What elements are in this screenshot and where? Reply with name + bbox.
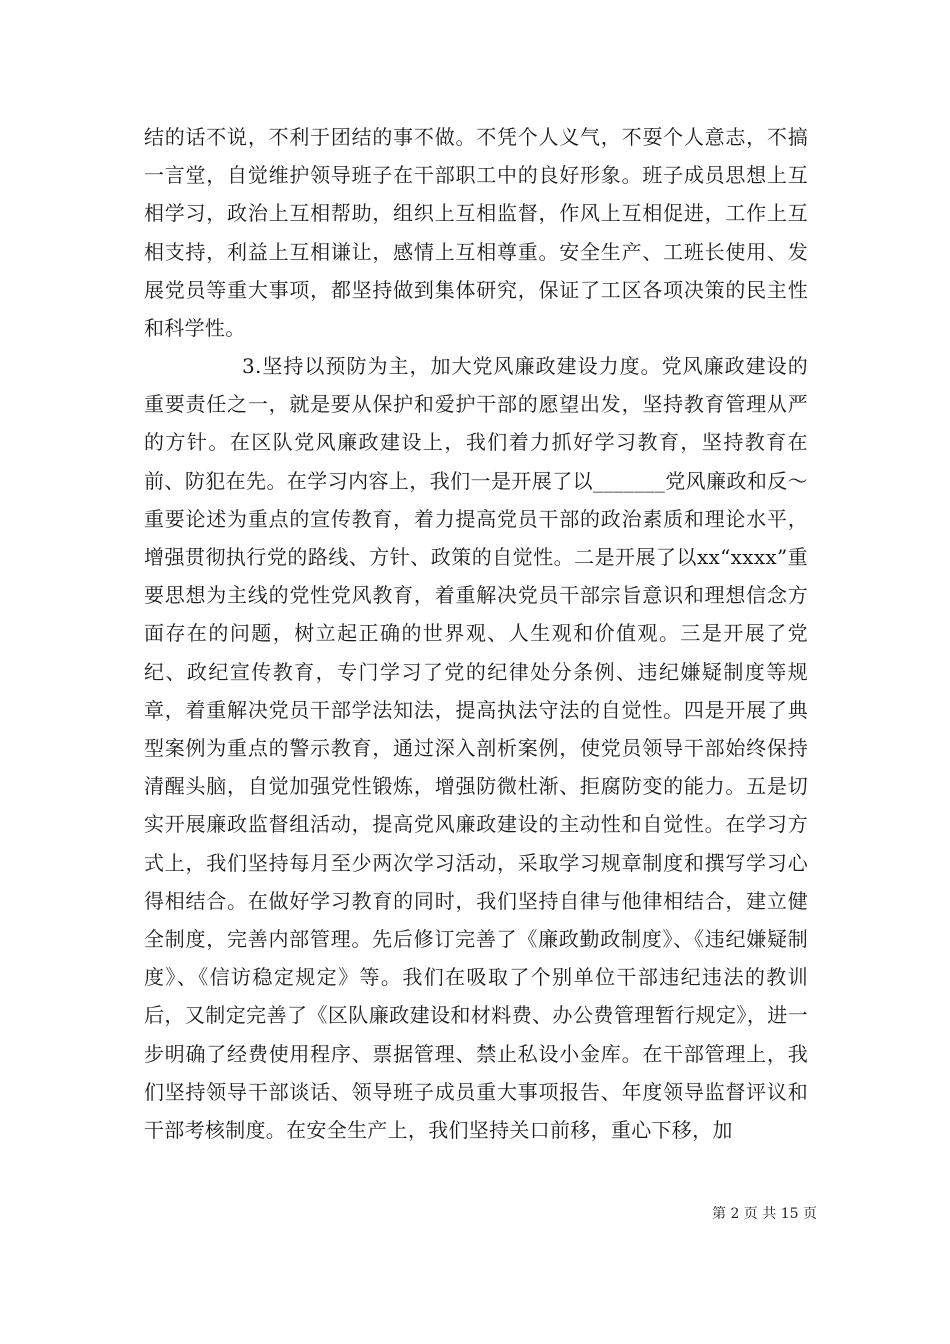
paragraph-2-text: 3.坚持以预防为主，加大党风廉政建设力度。党风廉政建设的重要责任之一，就是要从保护和爱护干部的愿望出发，坚持教育管理从严的方针。在区队党风廉政建设上，我们着力抓好学习教育，坚持教育在前、防犯在先。在学习内容上，我们一是开展了以_______党风廉政和反～重要论述为重点的宣传教育，着力提高党员干部的政治素质和理论水平，增强贯彻执行党的路线、方针、政策的自觉性。二是开展了以xx“xxxx”重要思想为主线的党性党风教育，着重解决党员干部宗旨意识和理想信念方面存在的问题，树立起正确的世界观、人生观和价值观。三是开展了党纪、政纪宣传教育，专门学习了党的纪律处分条例、违纪嫌疑制度等规章，着重解决党员干部学法知法，提高执法守法的自觉性。四是开展了典型案例为重点的警示教育，通过深入剖析案例，使党员领导干部始终保持清醒头脑，自觉加强党性锻炼，增强防微杜渐、拒腐防变的能力。五是切实开展廉政监督组活动，提高党风廉政建设的主动性和自觉性。在学习方式上，我们坚持每月至少两次学习活动，采取学习规章制度和撰写学习心得相结合。在做好学习教育的同时，我们坚持自律与他律相结合，建立健全制度，完善内部管理。先后修订完善了《廉政勤政制度》、《违纪嫌疑制度》、《信访稳定规定》等。我们在吸取了个别单位干部违纪违法的教训后，又制定完善了《区队廉政建设和材料费、办公费管理暂行规定》，进一步明确了经费使用程序、票据管理、禁止私设小金库。在干部管理上，我们坚持领导干部谈话、领导班子成员重大事项报告、年度领导监督评议和干部考核制度。在安全生产上，我们坚持关口前移，重心下移，加 [144, 354, 808, 1143]
paragraph-1-text: 结的话不说，不利于团结的事不做。不凭个人义气，不耍个人意志，不搞一言堂，自觉维护领导班子在干部职工中的良好形象。班子成员思想上互相学习，政治上互相帮助，组织上互相监督，作风上互相促进，工作上互相支持，利益上互相谦让，感情上互相尊重。安全生产、工班长使用、发展党员等重大事项，都坚持做到集体研究，保证了工区各项决策的民主性和科学性。 [144, 125, 808, 341]
page-number-footer: 第 2 页 共 15 页 [712, 1206, 817, 1222]
body-paragraph-2 [144, 347, 808, 1149]
body-paragraph-1 [144, 118, 808, 347]
